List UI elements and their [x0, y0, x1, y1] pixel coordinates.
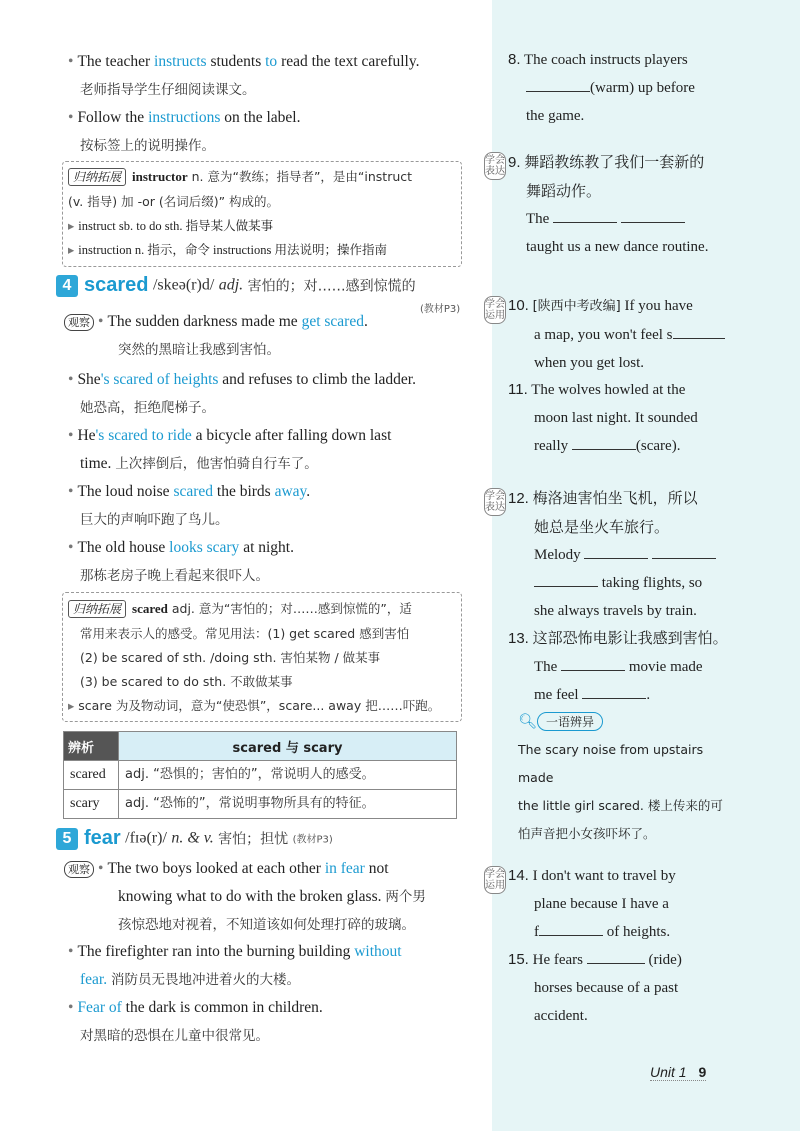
scared-example-2: • She's scared of heights and refuses to climb the ladder.	[68, 371, 416, 388]
comparison-desc: adj. “恐怖的”，常说明事物所具有的特征。	[119, 790, 457, 819]
question-13: 13. 这部恐怖电影让我感到害怕。 The movie made me feel .	[508, 629, 728, 703]
extension-label-2: 归纳拓展	[68, 600, 126, 618]
scared-example-4-translation: 巨大的声响吓跑了鸟儿。	[80, 512, 229, 528]
scared-example-5-translation: 那栋老房子晚上看起来很吓人。	[80, 568, 269, 584]
learn-express-tag: 学会表达	[484, 152, 506, 180]
question-8: 8. The coach instructs players (warm) up before the game.	[508, 51, 695, 124]
answer-blank[interactable]	[526, 75, 590, 92]
table-row	[64, 790, 457, 819]
fear-observe-line2: knowing what to do with the broken glass. 两个男	[118, 888, 426, 905]
page-number: 9	[698, 1064, 707, 1080]
comparison-word: scared	[64, 761, 119, 790]
fear-example-2: • The firefighter ran into the burning building without	[68, 943, 402, 960]
question-12: 12. 梅洛迪害怕坐飞机，所以 她总是坐火车旅行。 Melody taking flights, so she always travels by train.	[508, 484, 788, 625]
comparison-title: scared 与 scary	[119, 732, 457, 761]
textbook-reference: (教材P3)	[420, 304, 461, 315]
entry-heading-fear: 5 fear /fɪə(r)/ n. & v. 害怕；担忧 (教材P3)	[56, 827, 333, 850]
fear-example-3: • Fear of the dark is common in children.	[68, 999, 323, 1016]
instruct-example-2-translation: 按标签上的说明操作。	[80, 138, 215, 154]
question-10: 10. [陕西中考改编] If you have a map, you won't feel s when you get lost.	[508, 292, 793, 377]
answer-blank[interactable]	[584, 542, 648, 559]
observe-tag: 观察	[64, 861, 94, 878]
scared-example-4: • The loud noise scared the birds away.	[68, 483, 311, 500]
answer-blank[interactable]	[561, 654, 625, 671]
fear-example-3-translation: 对黑暗的恐惧在儿童中很常见。	[80, 1028, 269, 1044]
scared-extension-content: 归纳拓展 scared adj. 意为“害怕的；对……感到惊慌的”，适 常用来表示人的感受。常见用法：(1) get scared 感到害怕 (2) be scared of sth. /doing sth. 害怕某物 / 做某事 (3) be scared to do sth. 不敢做某事 ▸ scare 为及物动词，意为“使恐惧”，scare... away 把……吓跑。	[68, 601, 441, 713]
learn-express-tag-2: 学会表达	[484, 488, 506, 516]
distinguish-label: 🔍︎ 一语辨异	[518, 712, 603, 731]
answer-blank[interactable]	[553, 206, 617, 223]
instruct-example-1: • The teacher instructs students to read the text carefully.	[68, 53, 420, 70]
answer-blank[interactable]	[582, 682, 646, 699]
question-11: 11. The wolves howled at the moon last night. It sounded really (scare).	[508, 381, 698, 454]
answer-blank[interactable]	[572, 433, 636, 450]
answer-blank[interactable]	[621, 206, 685, 223]
comparison-table	[63, 731, 457, 819]
observe-tag: 观察	[64, 314, 94, 331]
question-14: 14. I don't want to travel by plane because I have a f of heights.	[508, 867, 676, 940]
extension-label: 归纳拓展	[68, 168, 126, 186]
instruct-example-2: • Follow the instructions on the label.	[68, 109, 301, 126]
comparison-desc: adj. “恐惧的；害怕的”，常说明人的感受。	[119, 761, 457, 790]
answer-blank[interactable]	[652, 542, 716, 559]
answer-blank[interactable]	[534, 570, 598, 587]
scared-example-3-line2: time. 上次摔倒后，他害怕骑自行车了。	[80, 455, 318, 472]
comparison-word: scary	[64, 790, 119, 819]
learn-apply-tag-2: 学会运用	[484, 866, 506, 894]
unit-label: Unit 1	[650, 1064, 687, 1080]
entry-heading-scared: 4 scared /skeə(r)d/ adj. 害怕的；对……感到惊慌的	[56, 274, 416, 297]
page-footer	[650, 1064, 706, 1081]
comparison-header-row	[64, 732, 457, 761]
table-row	[64, 761, 457, 790]
fear-observe-example: 观察 • The two boys looked at each other in fear not	[64, 855, 389, 883]
scared-example-3: • He's scared to ride a bicycle after falling down last	[68, 427, 392, 444]
instruct-example-1-translation: 老师指导学生仔细阅读课文。	[80, 82, 256, 98]
scared-example-2-translation: 她恐高，拒绝爬梯子。	[80, 400, 215, 416]
instruct-extension-content: 归纳拓展 instructor n. 意为“教练；指导者”，是由“instruct (v. 指导) 加 -or (名词后缀)” 构成的。 ▸ instruct sb. to do sth. 指导某人做某事 ▸ instruction n. 指示，命令 instructions 用法说明；操作指南	[68, 169, 413, 257]
question-15: 15. He fears (ride) horses because of a past accident.	[508, 946, 788, 1030]
scared-example-5: • The old house looks scary at night.	[68, 539, 294, 556]
answer-blank[interactable]	[587, 947, 645, 964]
analysis-tag: 辨析	[64, 737, 98, 756]
learn-apply-tag: 学会运用	[484, 296, 506, 324]
answer-blank[interactable]	[673, 322, 725, 339]
fear-observe-translation: 孩惊恐地对视着，不知道该如何处理打碎的玻璃。	[118, 917, 415, 933]
scared-observe-example: 观察 • The sudden darkness made me get scared.	[64, 308, 368, 336]
scared-observe-translation: 突然的黑暗让我感到害怕。	[118, 342, 280, 358]
answer-blank[interactable]	[539, 919, 603, 936]
question-9: 9. 舞蹈教练教了我们一套新的 舞蹈动作。 The taught us a new dance routine.	[508, 153, 709, 255]
fear-example-2-line2: fear. 消防员无畏地冲进着火的大楼。	[80, 971, 300, 988]
magnifier-icon: 🔍︎	[518, 712, 538, 730]
distinguish-note: The scary noise from upstairs made the little girl scared. 楼上传来的可 怕声音把小女孩吓坏了。	[518, 742, 723, 841]
